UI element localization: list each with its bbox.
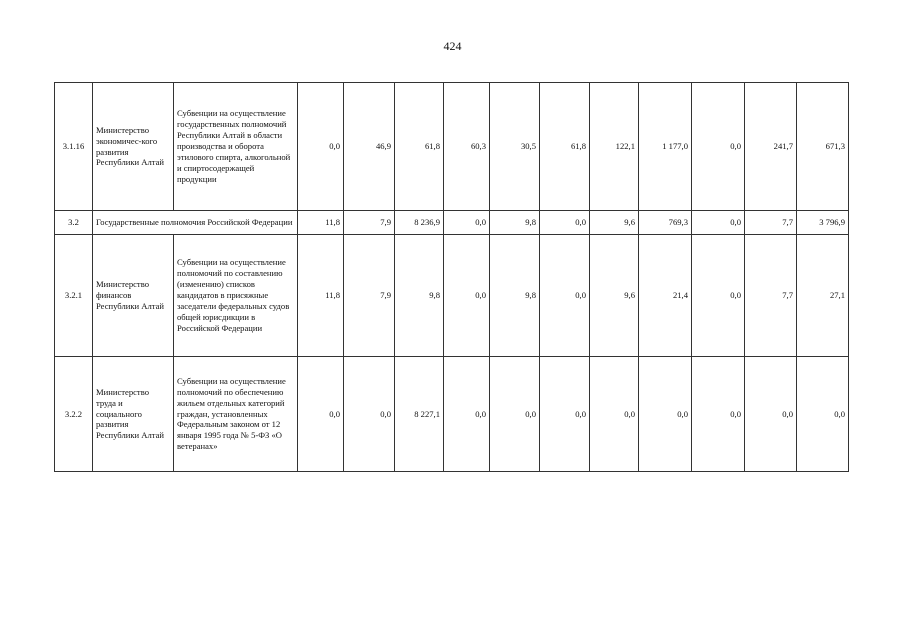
- description-cell: Субвенции на осуществление государственных полномочий Республики Алтай в области производства и оборота этилового спирта, алкогольной и спиртосодержащей продукции: [174, 83, 298, 211]
- value-cell: 0,0: [444, 211, 490, 235]
- value-cell: 11,8: [298, 235, 344, 357]
- value-cell: 27,1: [797, 235, 849, 357]
- budget-table: [54, 82, 849, 472]
- value-cell: 9,8: [490, 211, 540, 235]
- value-cell: 0,0: [540, 357, 590, 472]
- value-cell: 11,8: [298, 211, 344, 235]
- value-cell: 7,9: [344, 235, 395, 357]
- value-cell: 46,9: [344, 83, 395, 211]
- value-cell: 0,0: [692, 211, 745, 235]
- value-cell: 61,8: [540, 83, 590, 211]
- row-code: 3.2.1: [55, 235, 93, 357]
- value-cell: 122,1: [590, 83, 639, 211]
- value-cell: 0,0: [692, 357, 745, 472]
- value-cell: 9,8: [490, 235, 540, 357]
- section-title-cell: Государственные полномочия Российской Федерации: [93, 211, 298, 235]
- table-row: [55, 235, 849, 357]
- value-cell: 0,0: [540, 235, 590, 357]
- value-cell: 0,0: [692, 235, 745, 357]
- value-cell: 7,7: [745, 235, 797, 357]
- ministry-cell: Министерство финансов Республики Алтай: [93, 235, 174, 357]
- value-cell: 3 796,9: [797, 211, 849, 235]
- value-cell: 0,0: [590, 357, 639, 472]
- description-cell: Субвенции на осуществление полномочий по обеспечению жильем отдельных категорий граждан, установленных Федеральным законом от 12 января 1995 года № 5-ФЗ «О ветеранах»: [174, 357, 298, 472]
- table-row: [55, 357, 849, 472]
- value-cell: 21,4: [639, 235, 692, 357]
- ministry-cell: Министерство экономичес-кого развития Республики Алтай: [93, 83, 174, 211]
- page-number: 424: [443, 39, 462, 53]
- value-cell: 9,6: [590, 235, 639, 357]
- value-cell: 0,0: [797, 357, 849, 472]
- value-cell: 9,8: [395, 235, 444, 357]
- row-code: 3.1.16: [55, 83, 93, 211]
- row-code: 3.2: [55, 211, 93, 235]
- value-cell: 7,9: [344, 211, 395, 235]
- value-cell: 0,0: [444, 357, 490, 472]
- value-cell: 0,0: [540, 211, 590, 235]
- value-cell: 61,8: [395, 83, 444, 211]
- value-cell: 671,3: [797, 83, 849, 211]
- value-cell: 8 236,9: [395, 211, 444, 235]
- row-code: 3.2.2: [55, 357, 93, 472]
- value-cell: 30,5: [490, 83, 540, 211]
- description-cell: Субвенции на осуществление полномочий по составлению (изменению) списков кандидатов в присяжные заседатели федеральных судов общей юрисдикции в Российской Федерации: [174, 235, 298, 357]
- value-cell: 8 227,1: [395, 357, 444, 472]
- value-cell: 0,0: [298, 357, 344, 472]
- value-cell: 0,0: [692, 83, 745, 211]
- value-cell: 0,0: [745, 357, 797, 472]
- value-cell: 769,3: [639, 211, 692, 235]
- table-row: [55, 211, 849, 235]
- ministry-cell: Министерство труда и социального развития Республики Алтай: [93, 357, 174, 472]
- value-cell: 0,0: [490, 357, 540, 472]
- value-cell: 0,0: [639, 357, 692, 472]
- value-cell: 241,7: [745, 83, 797, 211]
- table-row: [55, 83, 849, 211]
- value-cell: 1 177,0: [639, 83, 692, 211]
- value-cell: 7,7: [745, 211, 797, 235]
- value-cell: 9,6: [590, 211, 639, 235]
- value-cell: 0,0: [444, 235, 490, 357]
- value-cell: 60,3: [444, 83, 490, 211]
- value-cell: 0,0: [298, 83, 344, 211]
- value-cell: 0,0: [344, 357, 395, 472]
